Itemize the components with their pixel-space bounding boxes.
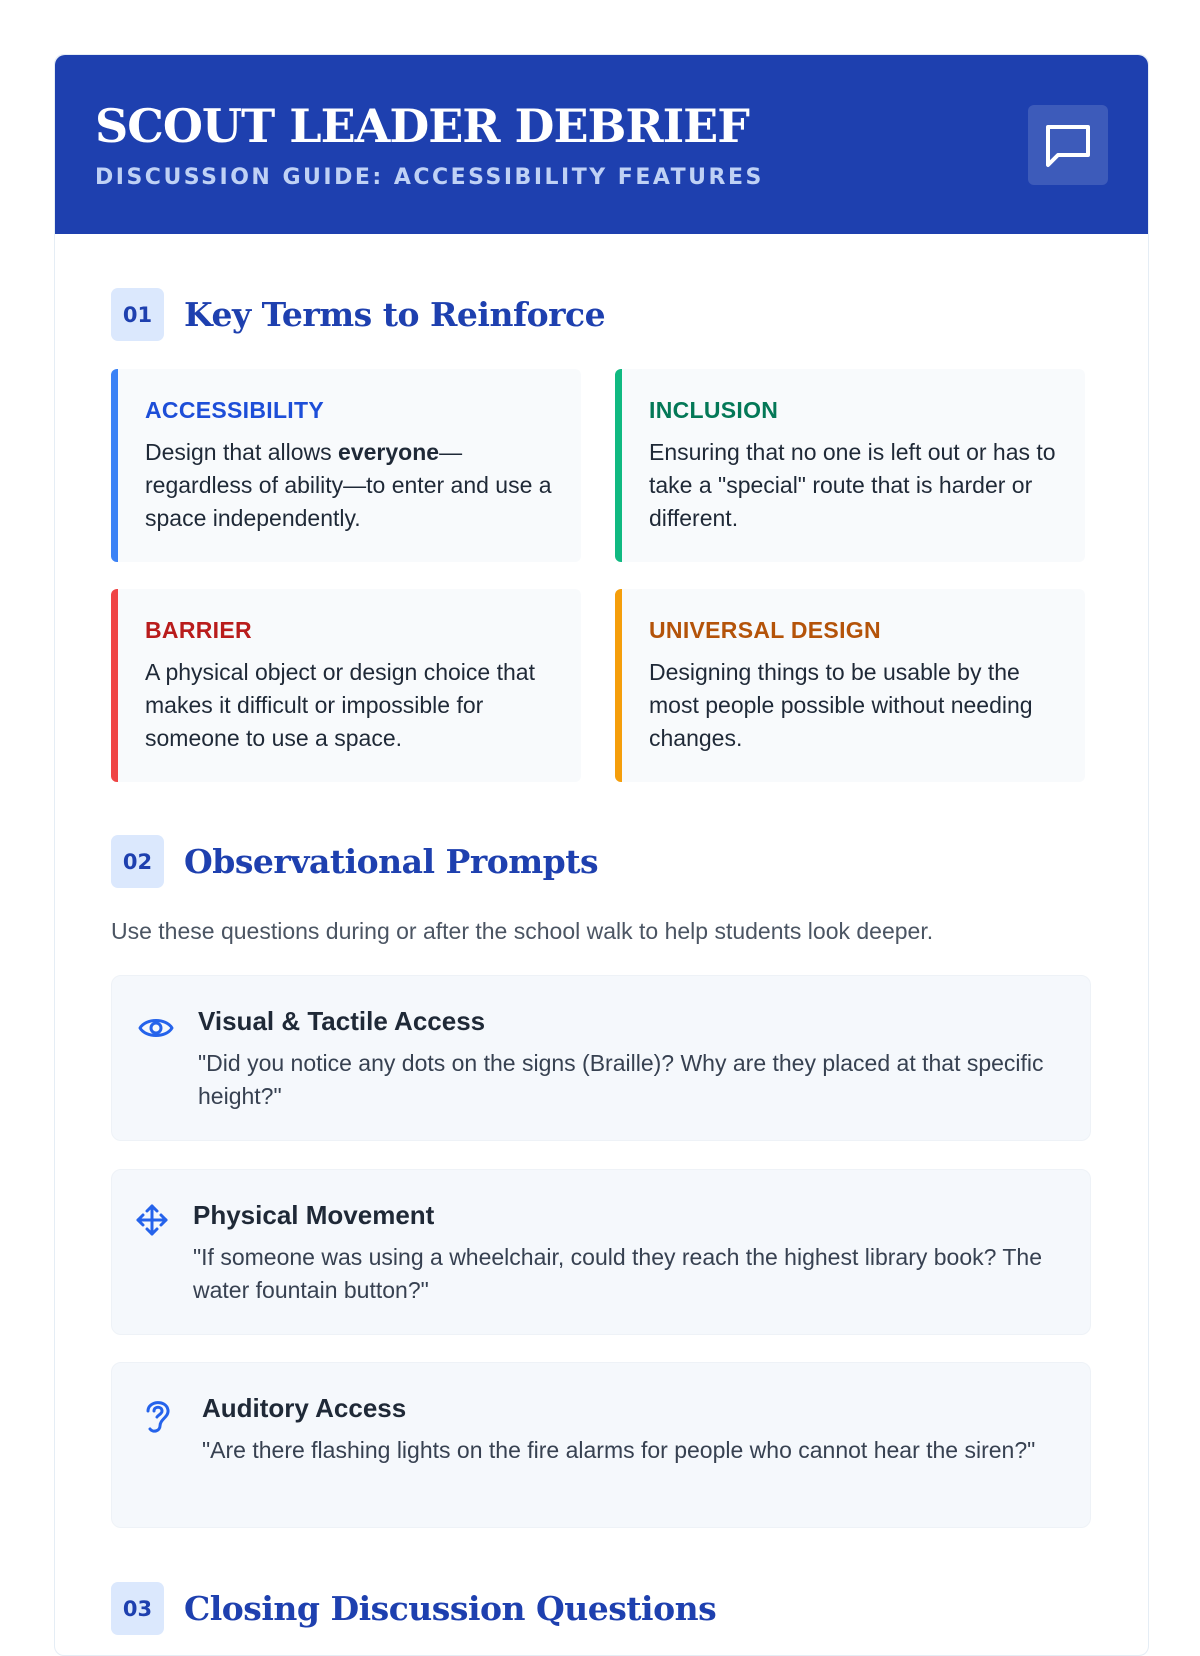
ear-icon [140, 1395, 180, 1435]
section-intro: Use these questions during or after the school walk to help students look deeper. [111, 918, 934, 944]
prompt-question: "Did you notice any dots on the signs (Braille)? Why are they placed at that specific height?" [198, 1050, 1044, 1109]
term-title: UNIVERSAL DESIGN [649, 617, 881, 643]
term-card-accessibility [111, 369, 581, 562]
term-title: INCLUSION [649, 397, 779, 423]
prompt-text [202, 1393, 1060, 1467]
section-title: Observational Prompts [184, 842, 599, 881]
term-definition: Designing things to be usable by the most people possible without needing changes. [649, 659, 1033, 751]
section-number: 01 [111, 288, 164, 341]
move-arrows-icon [134, 1202, 174, 1242]
prompt-title: Auditory Access [202, 1393, 407, 1423]
section-observational-prompts [111, 835, 598, 888]
section-closing-discussion [111, 1582, 716, 1635]
section-number: 03 [111, 1582, 164, 1635]
term-accent-bar [615, 589, 622, 782]
section-title: Closing Discussion Questions [184, 1589, 717, 1628]
prompt-text [193, 1200, 1060, 1307]
term-card-barrier [111, 589, 581, 782]
page-subtitle: DISCUSSION GUIDE: ACCESSIBILITY FEATURES [95, 165, 764, 190]
term-definition-emphasis: everyone [338, 439, 440, 465]
prompt-title: Physical Movement [193, 1200, 435, 1230]
prompt-text [198, 1006, 1060, 1113]
chat-bubble-icon [1028, 105, 1108, 185]
term-definition-text: Design that allows [145, 439, 339, 465]
section-title: Key Terms to Reinforce [184, 295, 606, 334]
header [55, 55, 1148, 234]
term-title: BARRIER [145, 617, 252, 643]
term-card-universal-design [615, 589, 1085, 782]
section-key-terms [111, 288, 605, 341]
page-title: SCOUT LEADER DEBRIEF [95, 99, 749, 153]
term-title: ACCESSIBILITY [145, 397, 324, 423]
section-number: 02 [111, 835, 164, 888]
prompt-card-physical-movement [111, 1169, 1091, 1335]
term-definition: Ensuring that no one is left out or has to take a "special" route that is harder or different. [649, 439, 1056, 531]
term-accent-bar [111, 589, 118, 782]
term-card-inclusion [615, 369, 1085, 562]
debrief-card [54, 54, 1149, 1656]
term-definition: A physical object or design choice that makes it difficult or impossible for someone to use a space. [145, 659, 535, 751]
term-definition [145, 436, 557, 535]
eye-icon [136, 1008, 176, 1048]
prompt-title: Visual & Tactile Access [198, 1006, 486, 1036]
term-definition-text: —regardless of ability—to enter and use a space independently. [145, 439, 552, 531]
prompt-question: "Are there flashing lights on the fire alarms for people who cannot hear the siren?" [202, 1437, 1036, 1463]
term-accent-bar [111, 369, 118, 562]
term-accent-bar [615, 369, 622, 562]
prompt-card-visual-tactile [111, 975, 1091, 1141]
prompt-card-auditory-access [111, 1362, 1091, 1528]
prompt-question: "If someone was using a wheelchair, could they reach the highest library book? The water fountain button?" [193, 1244, 1043, 1303]
